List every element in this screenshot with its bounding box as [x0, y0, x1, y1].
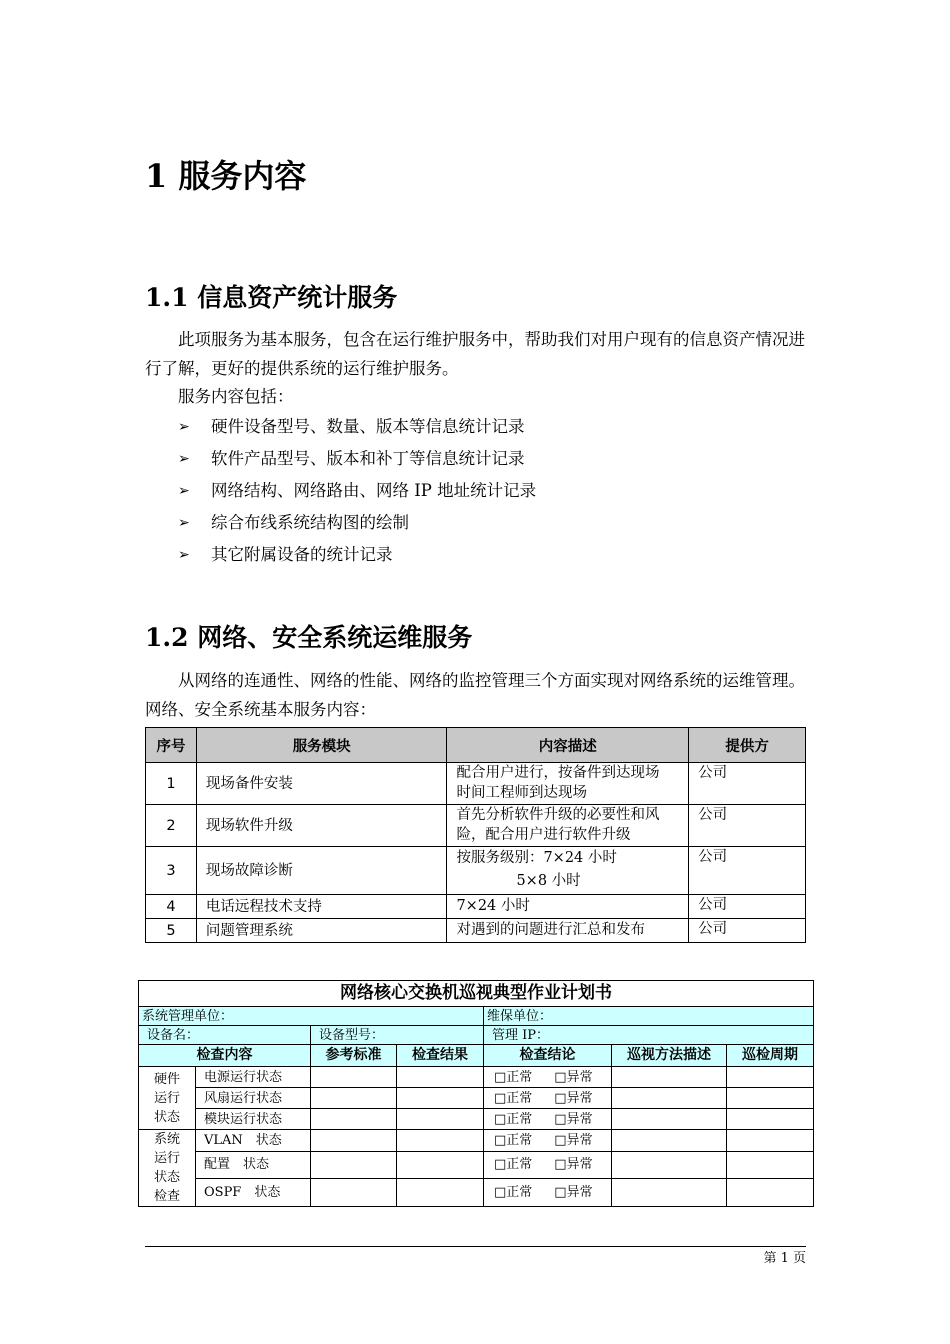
col-header-standard: 参考标准: [311, 1045, 397, 1067]
col-header-cycle: 巡检周期: [727, 1045, 814, 1067]
arrow-bullet-icon: ➢: [178, 547, 190, 563]
row-module: 现场软件升级: [196, 805, 447, 847]
col-header-no: 序号: [146, 728, 197, 763]
table-row: [139, 1088, 814, 1109]
method-cell: [612, 1067, 727, 1088]
row-no: 3: [146, 847, 197, 895]
device-name-label: 设备名：: [139, 1026, 311, 1045]
row-provider: 公司: [689, 805, 806, 847]
category-cell: 系统 运行 状态 检查: [139, 1130, 196, 1207]
standard-cell: [311, 1088, 397, 1109]
row-module: 现场备件安装: [196, 763, 447, 805]
cycle-cell: [727, 1109, 814, 1130]
row-module: 电话远程技术支持: [196, 895, 447, 919]
plan-header-row: [139, 1045, 814, 1067]
result-cell: [397, 1130, 484, 1152]
method-cell: [612, 1109, 727, 1130]
cycle-cell: [727, 1179, 814, 1207]
arrow-bullet-icon: ➢: [178, 515, 190, 531]
check-item: 配置 状态: [196, 1151, 311, 1179]
table-row: [146, 805, 806, 847]
cycle-cell: [727, 1151, 814, 1179]
table-row: [139, 1109, 814, 1130]
standard-cell: [311, 1151, 397, 1179]
method-cell: [612, 1179, 727, 1207]
normal-checkbox[interactable]: □正常: [494, 1157, 533, 1173]
normal-checkbox[interactable]: □正常: [494, 1185, 533, 1201]
standard-cell: [311, 1130, 397, 1152]
abnormal-checkbox[interactable]: □异常: [554, 1111, 593, 1127]
table-row: [146, 895, 806, 919]
conclusion-cell: [484, 1109, 612, 1130]
row-provider: 公司: [689, 763, 806, 805]
result-cell: [397, 1179, 484, 1207]
result-cell: [397, 1088, 484, 1109]
col-header-desc: 内容描述: [447, 728, 689, 763]
arrow-bullet-icon: ➢: [178, 419, 190, 435]
abnormal-checkbox[interactable]: □异常: [554, 1157, 593, 1173]
col-header-module: 服务模块: [196, 728, 447, 763]
check-item: 模块运行状态: [196, 1109, 311, 1130]
method-cell: [612, 1151, 727, 1179]
section-2-title: 1.2 网络、安全系统运维服务: [145, 623, 473, 652]
table-row: [146, 763, 806, 805]
plan-title: 网络核心交换机巡视典型作业计划书: [139, 981, 814, 1007]
method-cell: [612, 1088, 727, 1109]
arrow-bullet-icon: ➢: [178, 483, 190, 499]
table-header-row: [146, 728, 806, 763]
normal-checkbox[interactable]: □正常: [494, 1132, 533, 1148]
table-row: [139, 1179, 814, 1207]
table-row: [139, 1130, 814, 1152]
footer-divider: [145, 1246, 806, 1247]
row-desc: 对遇到的问题进行汇总和发布: [447, 919, 689, 943]
section-1-title: 1.1 信息资产统计服务: [145, 283, 398, 312]
section-2-paragraph: 从网络的连通性、网络的性能、网络的监控管理三个方面实现对网络系统的运维管理。网络、安全系统基本服务内容：: [145, 671, 805, 719]
category-cell: 硬件 运行 状态: [139, 1067, 196, 1130]
conclusion-cell: [484, 1179, 612, 1207]
col-header-conclusion: 检查结论: [484, 1045, 612, 1067]
check-item: 电源运行状态: [196, 1067, 311, 1088]
conclusion-cell: [484, 1151, 612, 1179]
maint-unit-label: 维保单位：: [484, 1007, 814, 1026]
arrow-bullet-icon: ➢: [178, 451, 190, 467]
normal-checkbox[interactable]: □正常: [494, 1069, 533, 1085]
table-row: [146, 847, 806, 895]
device-model-label: 设备型号：: [311, 1026, 484, 1045]
col-header-check-content: 检查内容: [139, 1045, 311, 1067]
col-header-result: 检查结果: [397, 1045, 484, 1067]
list-item: ➢ 网络结构、网络路由、网络 IP 地址统计记录: [178, 477, 536, 509]
normal-checkbox[interactable]: □正常: [494, 1111, 533, 1127]
row-desc: 7×24 小时: [447, 895, 689, 919]
cycle-cell: [727, 1067, 814, 1088]
check-item: VLAN 状态: [196, 1130, 311, 1152]
service-bullet-list: [178, 413, 536, 573]
abnormal-checkbox[interactable]: □异常: [554, 1185, 593, 1201]
table-row: [139, 1151, 814, 1179]
list-item: ➢ 软件产品型号、版本和补丁等信息统计记录: [178, 445, 536, 477]
service-table: [145, 727, 806, 943]
inspection-plan-table: [138, 980, 814, 1207]
row-no: 5: [146, 919, 197, 943]
col-header-provider: 提供方: [689, 728, 806, 763]
row-provider: 公司: [689, 919, 806, 943]
result-cell: [397, 1151, 484, 1179]
conclusion-cell: [484, 1067, 612, 1088]
standard-cell: [311, 1109, 397, 1130]
cycle-cell: [727, 1130, 814, 1152]
row-provider: 公司: [689, 847, 806, 895]
conclusion-cell: [484, 1088, 612, 1109]
list-item: ➢ 硬件设备型号、数量、版本等信息统计记录: [178, 413, 536, 445]
page-number: 第 1 页: [763, 1251, 806, 1266]
list-item: ➢ 其它附属设备的统计记录: [178, 541, 536, 573]
check-item: OSPF 状态: [196, 1179, 311, 1207]
row-desc: 配合用户进行，按备件到达现场 时间工程师到达现场: [447, 763, 689, 805]
table-row: [139, 1067, 814, 1088]
row-module: 现场故障诊断: [196, 847, 447, 895]
method-cell: [612, 1130, 727, 1152]
col-header-method: 巡视方法描述: [612, 1045, 727, 1067]
mgmt-unit-label: 系统管理单位：: [139, 1007, 484, 1026]
section-1-paragraph: 此项服务为基本服务，包含在运行维护服务中，帮助我们对用户现有的信息资产情况进行了解，更好的提供系统的运行维护服务。: [145, 330, 805, 378]
row-module: 问题管理系统: [196, 919, 447, 943]
row-no: 4: [146, 895, 197, 919]
heading-1: 1 服务内容: [145, 157, 307, 195]
check-item: 风扇运行状态: [196, 1088, 311, 1109]
row-desc: 按服务级别：7×24 小时 5×8 小时: [447, 847, 689, 895]
cycle-cell: [727, 1088, 814, 1109]
table-row: [146, 919, 806, 943]
abnormal-checkbox[interactable]: □异常: [554, 1069, 593, 1085]
standard-cell: [311, 1067, 397, 1088]
normal-checkbox[interactable]: □正常: [494, 1090, 533, 1106]
section-1-intro: 服务内容包括：: [178, 387, 294, 406]
row-no: 1: [146, 763, 197, 805]
list-item: ➢ 综合布线系统结构图的绘制: [178, 509, 536, 541]
mgmt-ip-label: 管理 IP：: [484, 1026, 814, 1045]
abnormal-checkbox[interactable]: □异常: [554, 1132, 593, 1148]
row-desc: 首先分析软件升级的必要性和风 险，配合用户进行软件升级: [447, 805, 689, 847]
result-cell: [397, 1067, 484, 1088]
row-no: 2: [146, 805, 197, 847]
standard-cell: [311, 1179, 397, 1207]
row-provider: 公司: [689, 895, 806, 919]
result-cell: [397, 1109, 484, 1130]
abnormal-checkbox[interactable]: □异常: [554, 1090, 593, 1106]
conclusion-cell: [484, 1130, 612, 1152]
